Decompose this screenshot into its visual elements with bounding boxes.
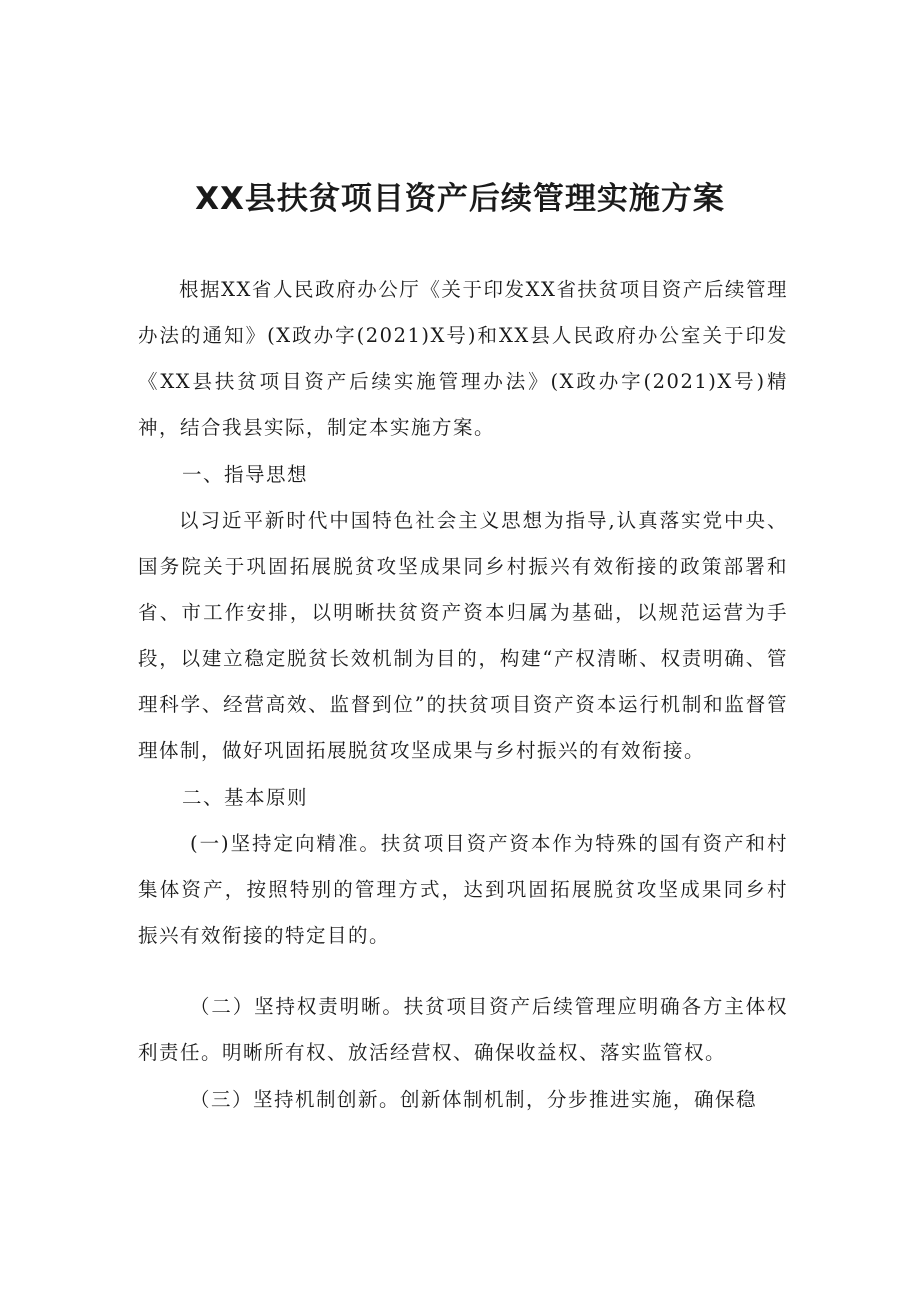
guiding-thought-paragraph: 以习近平新时代中国特色社会主义思想为指导,认真落实党中央、国务院关于巩固拓展脱贫攻坚成果同乡村振兴有效衔接的政策部署和省、市工作安排，以明晰扶贫资产资本归属为基础，以规范运营为手段，以建立稳定脱贫长效机制为目的，构建“产权清晰、权责明确、管理科学、经营高效、监督到位”的扶贫项目资产资本运行机制和监督管理体制，做好巩固拓展脱贫攻坚成果与乡村振兴的有效衔接。	[138, 509, 788, 762]
document-title: XX县扶贫项目资产后续管理实施方案	[195, 181, 725, 217]
intro-paragraph: 根据XX省人民政府办公厅《关于印发XX省扶贫项目资产后续管理办法的通知》(X政办字(2021)X号)和XX县人民政府办公室关于印发《XX县扶贫项目资产后续实施管理办法》(X政办字(2021)X号)精神，结合我县实际，制定本实施方案。	[138, 278, 788, 439]
principle-3-paragraph: （三）坚持机制创新。创新体制机制，分步推进实施，确保稳	[190, 1088, 758, 1111]
section-heading-guiding-thought: 一、指导思想	[182, 463, 309, 486]
section-heading-basic-principles: 二、基本原则	[182, 786, 309, 809]
principle-1-paragraph: (一)坚持定向精准。扶贫项目资产资本作为特殊的国有资产和村集体资产，按照特别的管理方式，达到巩固拓展脱贫攻坚成果同乡村振兴有效衔接的特定目的。	[138, 832, 788, 947]
principle-2-paragraph: （二）坚持权责明晰。扶贫项目资产后续管理应明确各方主体权利责任。明晰所有权、放活经营权、确保收益权、落实监管权。	[138, 995, 788, 1064]
